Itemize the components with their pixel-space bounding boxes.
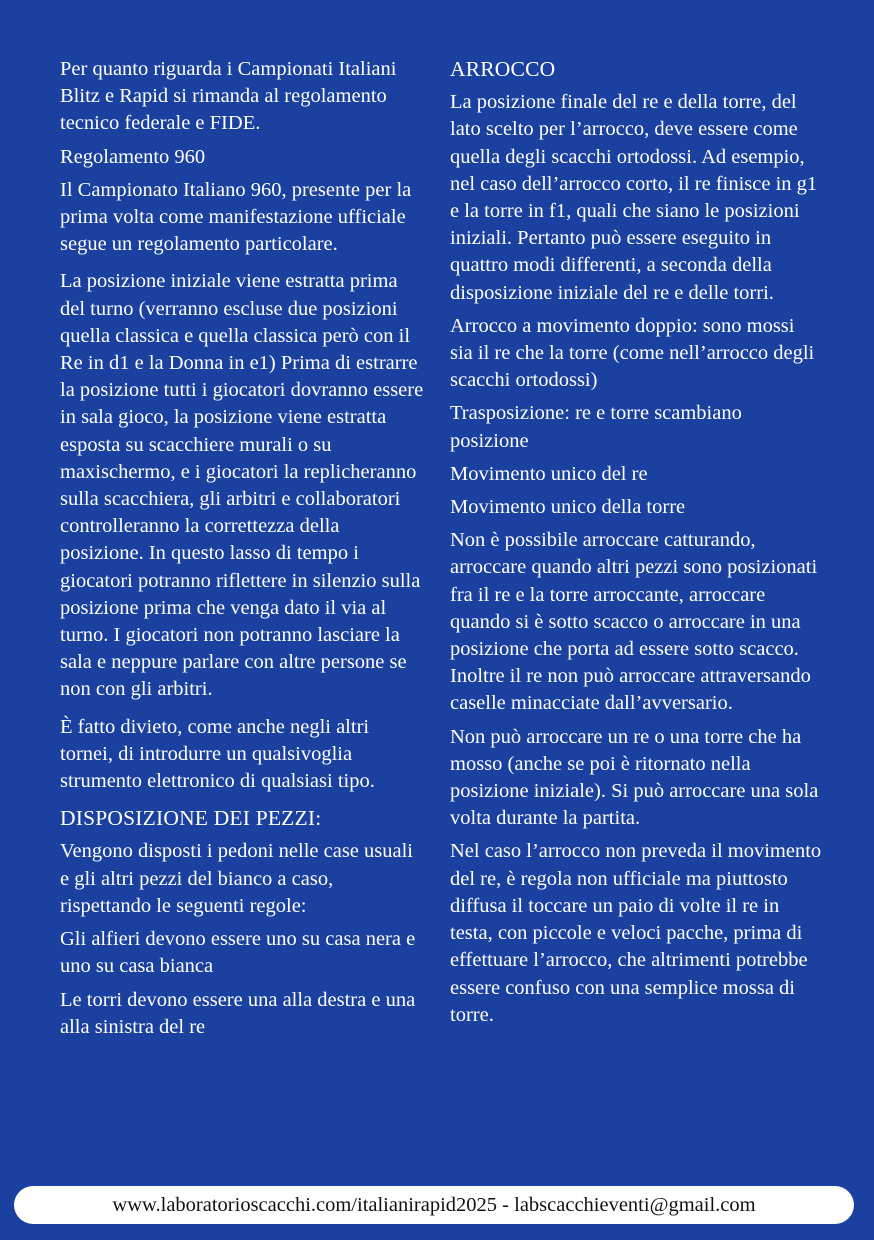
intro-paragraph: Per quanto riguarda i Campionati Italiani Blitz e Rapid si rimanda al regolamento tecnico federale e FIDE.	[60, 58, 397, 135]
moved-pieces-paragraph: Non può arroccare un re o una torre che ha mosso (anche se poi è ritornato nella posizione iniziale). Si può arroccare una sola volta durante la partita.	[450, 725, 819, 830]
castling-final-position-paragraph: La posizione finale del re e della torre, del lato scelto per l’arrocco, deve essere come quella degli scacchi ortodossi. Ad esempio, nel caso dell’arrocco corto, il re finisce in g1 e la torre in f1, quali che siano le posizioni iniziali. Pertanto può essere eseguito in quattro modi differenti, a seconda della disposizione iniziale del re e delle torri.	[450, 91, 818, 304]
pieces-arrangement-heading: DISPOSIZIONE DEI PEZZI:	[60, 806, 322, 831]
double-move-castling-paragraph: Arrocco a movimento doppio: sono mossi sia il re che la torre (come nell’arrocco degli scacchi ortodossi)	[450, 314, 815, 392]
king-only-move-paragraph: Movimento unico del re	[450, 462, 648, 485]
arrangement-rules-paragraph: Vengono disposti i pedoni nelle case usuali e gli altri pezzi del bianco a caso, rispettando le seguenti regole:	[60, 840, 413, 917]
king-tap-paragraph: Nel caso l’arrocco non preveda il movimento del re, è regola non ufficiale ma piuttosto diffusa il toccare un paio di volte il re in testa, con piccole e veloci pacche, prima di effettuare l’arrocco, che altrimenti potrebbe essere confuso con una semplice mossa di torre.	[450, 840, 822, 1026]
bishops-rule-paragraph: Gli alfieri devono essere uno su casa nera e uno su casa bianca	[60, 928, 416, 978]
initial-position-paragraph: La posizione iniziale viene estratta prima del turno (verranno escluse due posizioni quella classica e quella classica però con il Re in d1 e la Donna in e1) Prima di estrarre la posizione tutti i giocatori dovranno essere in sala gioco, la posizione viene estratta esposta su scacchiere murali o su maxischermo, e i giocatori la replicheranno sulla scacchiera, gli arbitri e collaboratori controlleranno la correttezza della posizione. In questo lasso di tempo i giocatori potranno riflettere in silenzio sulla posizione prima che venga dato il via al turno. I giocatori non potranno lasciare la sala e neppure parlare con altre persone se non con gli arbitri.	[60, 270, 424, 701]
transposition-paragraph: Trasposizione: re e torre scambiano posizione	[450, 402, 742, 452]
electronic-devices-paragraph: È fatto divieto, come anche negli altri tornei, di introdurre un qualsivoglia strumento elettronico di qualsiasi tipo.	[60, 715, 375, 793]
rook-only-move-paragraph: Movimento unico della torre	[450, 496, 686, 519]
castling-heading: ARROCCO	[450, 57, 556, 81]
championship-960-paragraph: Il Campionato Italiano 960, presente per la prima volta come manifestazione ufficiale segue un regolamento particolare.	[60, 178, 412, 256]
castling-restrictions-paragraph: Non è possibile arroccare catturando, arroccare quando altri pezzi sono posizionati fra il re e la torre arroccante, arroccare quando si è sotto scacco o arroccare in una posizione che porta ad essere sotto scacco. Inoltre il re non può arroccare attraversando caselle minacciate dall’avversario.	[450, 529, 818, 715]
footer-contact-text[interactable]: www.laboratorioscacchi.com/italianirapid2025 - labscacchieventi@gmail.com	[112, 1193, 756, 1216]
left-column	[60, 56, 426, 1047]
right-column	[450, 56, 822, 1035]
footer-contact-bar	[14, 1186, 854, 1224]
regulation-960-title: Regolamento 960	[60, 145, 206, 168]
rooks-rule-paragraph: Le torri devono essere una alla destra e una alla sinistra del re	[60, 988, 416, 1038]
